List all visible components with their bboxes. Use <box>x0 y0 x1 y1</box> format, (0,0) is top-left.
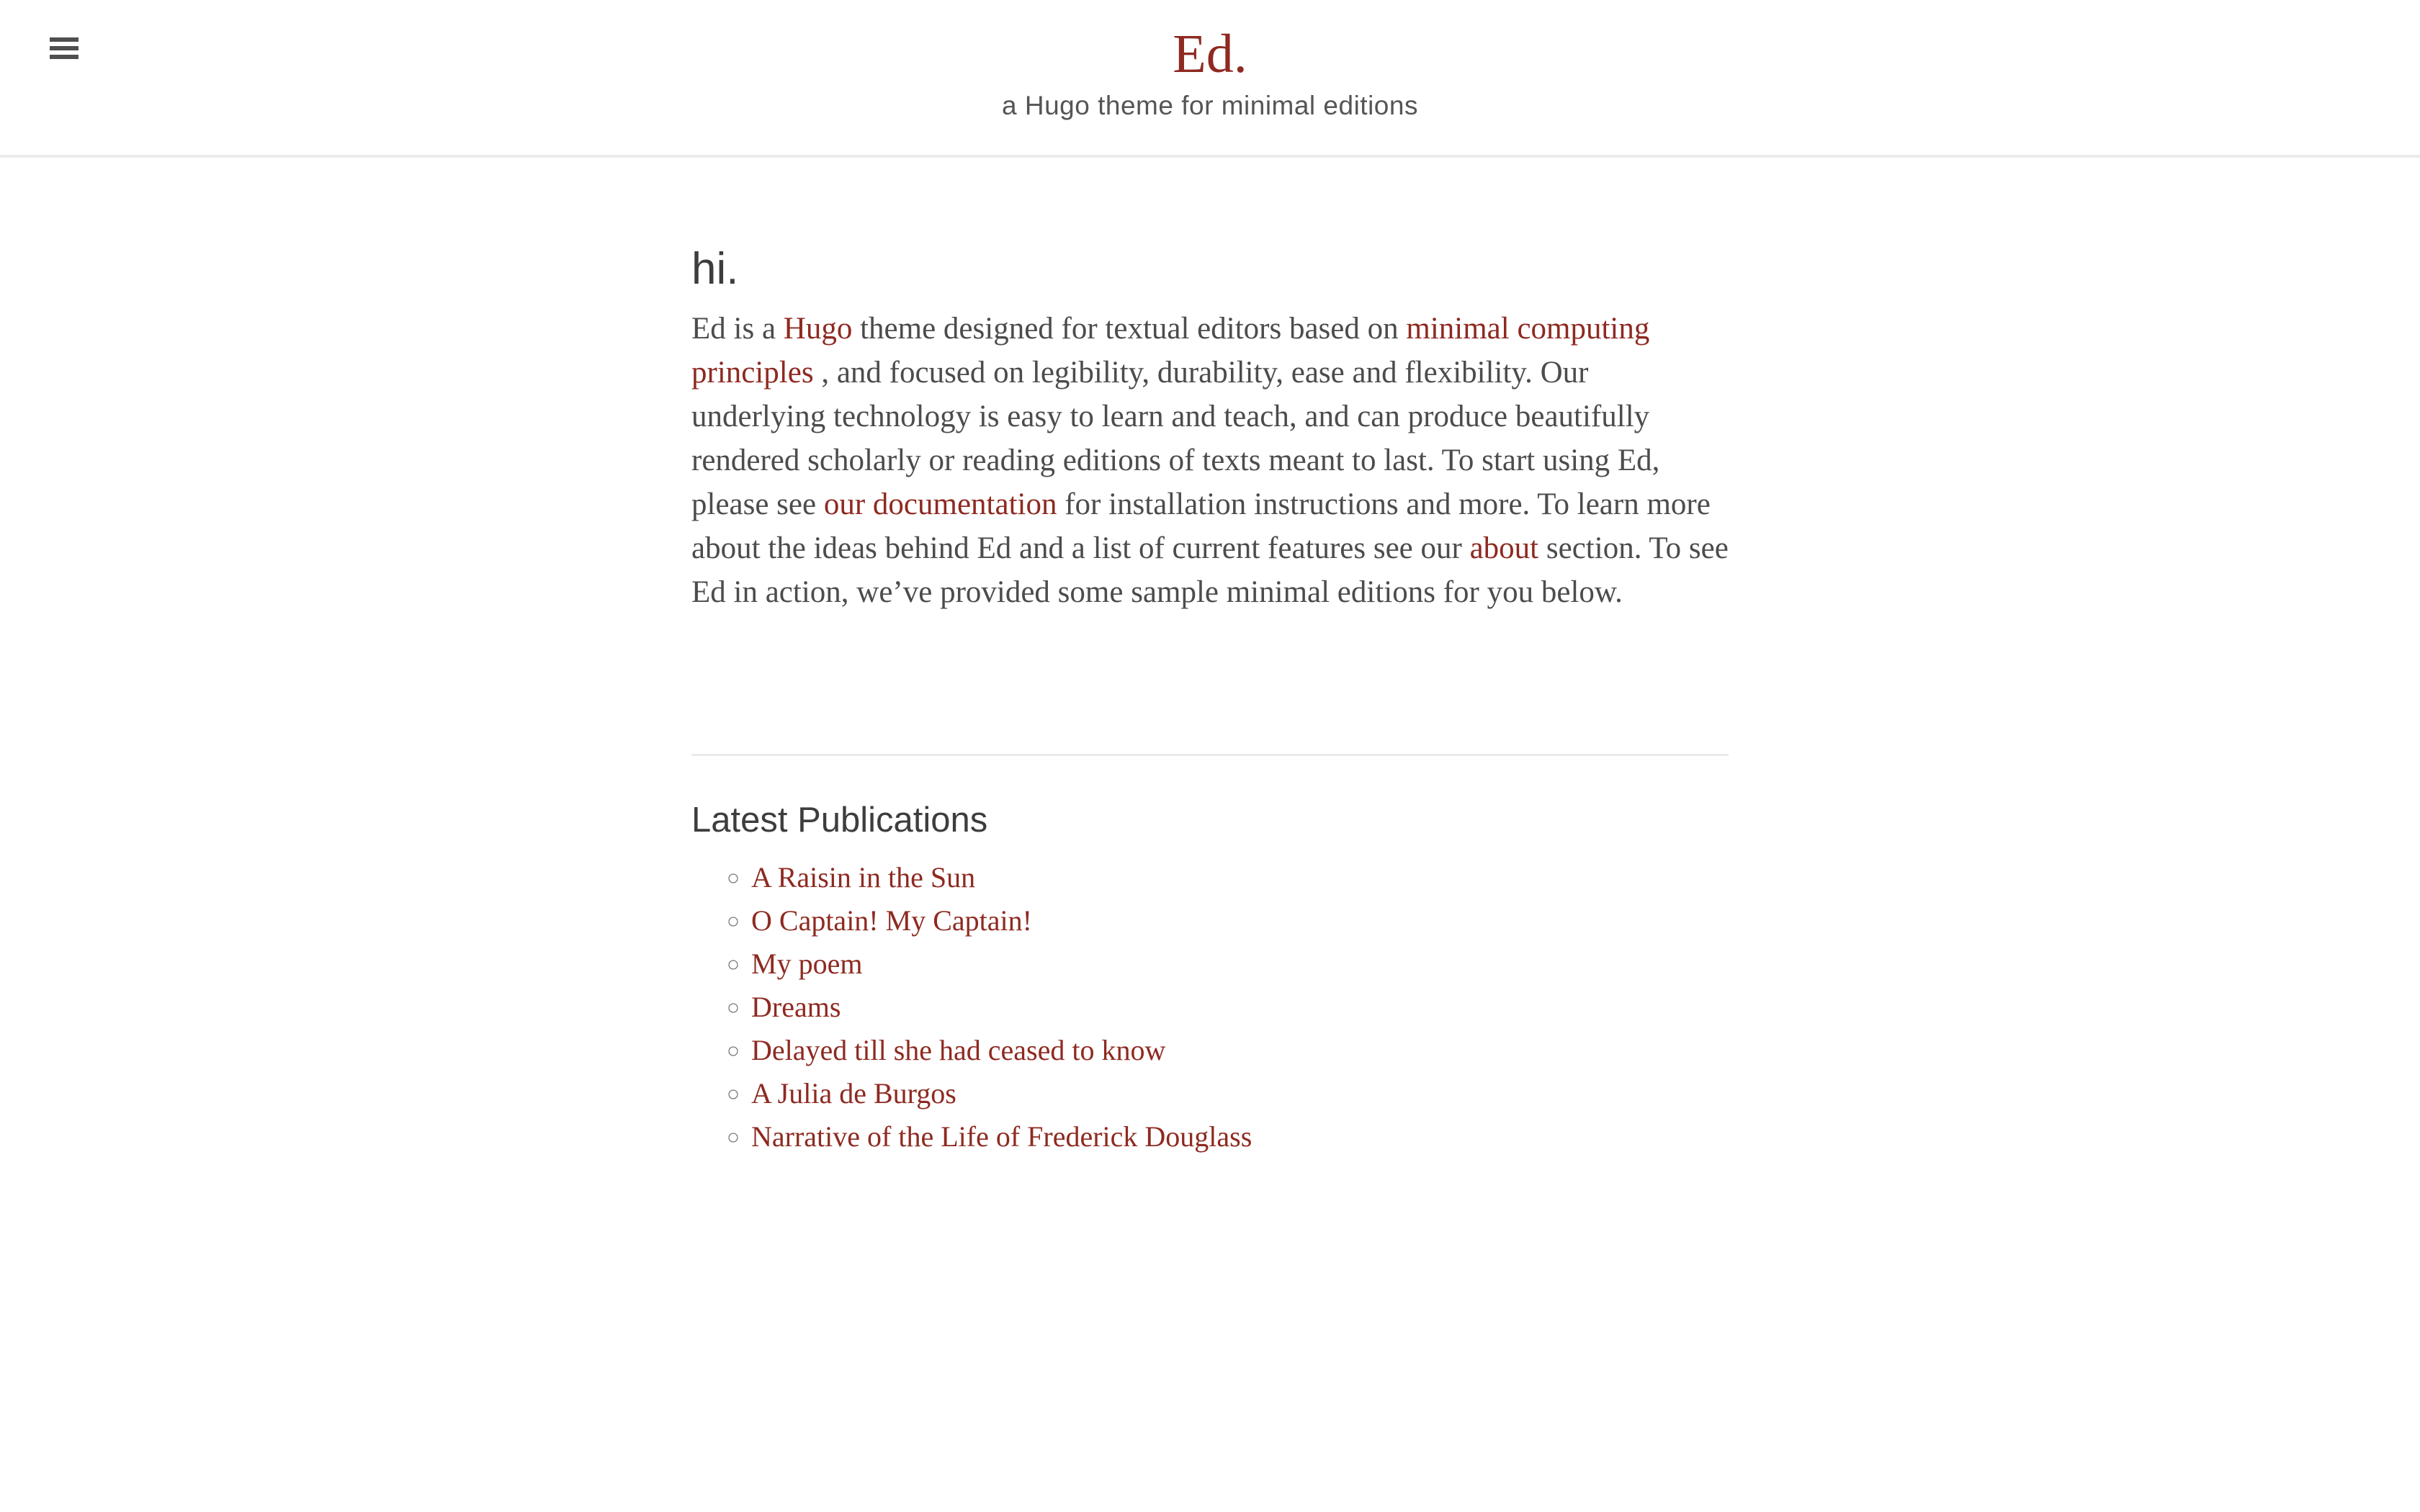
publication-item <box>751 986 1729 1029</box>
publication-item <box>751 1072 1729 1115</box>
latest-publications-heading: Latest Publications <box>691 801 988 840</box>
menu-button[interactable] <box>50 37 79 59</box>
publication-item <box>751 899 1729 942</box>
publication-item <box>751 856 1729 899</box>
intro-text: section. To see Ed in action, we’ve provided some sample minimal editions for you below. <box>691 531 1729 609</box>
publication-item <box>751 942 1729 986</box>
publication-link[interactable]: O Captain! My Captain! <box>751 904 1032 937</box>
publication-link[interactable]: A Raisin in the Sun <box>751 861 976 894</box>
site-header <box>0 0 2420 158</box>
publication-link[interactable]: A Julia de Burgos <box>751 1077 956 1110</box>
hamburger-icon <box>50 37 79 42</box>
publication-link[interactable]: Narrative of the Life of Frederick Douglass <box>751 1120 1252 1153</box>
intro-link[interactable]: about <box>1469 531 1539 565</box>
site-subtitle: a Hugo theme for minimal editions <box>1002 91 1418 120</box>
intro-text: , and focused on legibility, durability, ease and flexibility. Our underlying technology is easy to learn and teach, and can produce beautifully rendered scholarly or reading editions of texts meant to last. To start using Ed, please see <box>691 356 1660 521</box>
intro-text: Ed is a <box>691 312 784 346</box>
intro-link[interactable]: minimal computing principles <box>691 312 1650 390</box>
publication-link[interactable]: Delayed till she had ceased to know <box>751 1034 1166 1066</box>
publications-list <box>691 856 1729 1158</box>
publication-link[interactable]: Dreams <box>751 991 841 1023</box>
section-divider <box>691 754 1729 756</box>
intro-link[interactable]: our documentation <box>823 487 1057 521</box>
intro-link[interactable]: Hugo <box>783 312 853 346</box>
greeting-heading: hi. <box>691 244 739 294</box>
main-content <box>691 243 1729 1158</box>
intro-paragraph <box>691 307 1729 614</box>
intro-text: for installation instructions and more. To learn more about the ideas behind Ed and a list of current features see our <box>691 487 1711 565</box>
intro-text: theme designed for textual editors based on <box>852 312 1407 346</box>
publication-item <box>751 1115 1729 1158</box>
site-title[interactable]: Ed. <box>1173 24 1247 84</box>
publication-item <box>751 1029 1729 1072</box>
publication-link[interactable]: My poem <box>751 948 863 980</box>
